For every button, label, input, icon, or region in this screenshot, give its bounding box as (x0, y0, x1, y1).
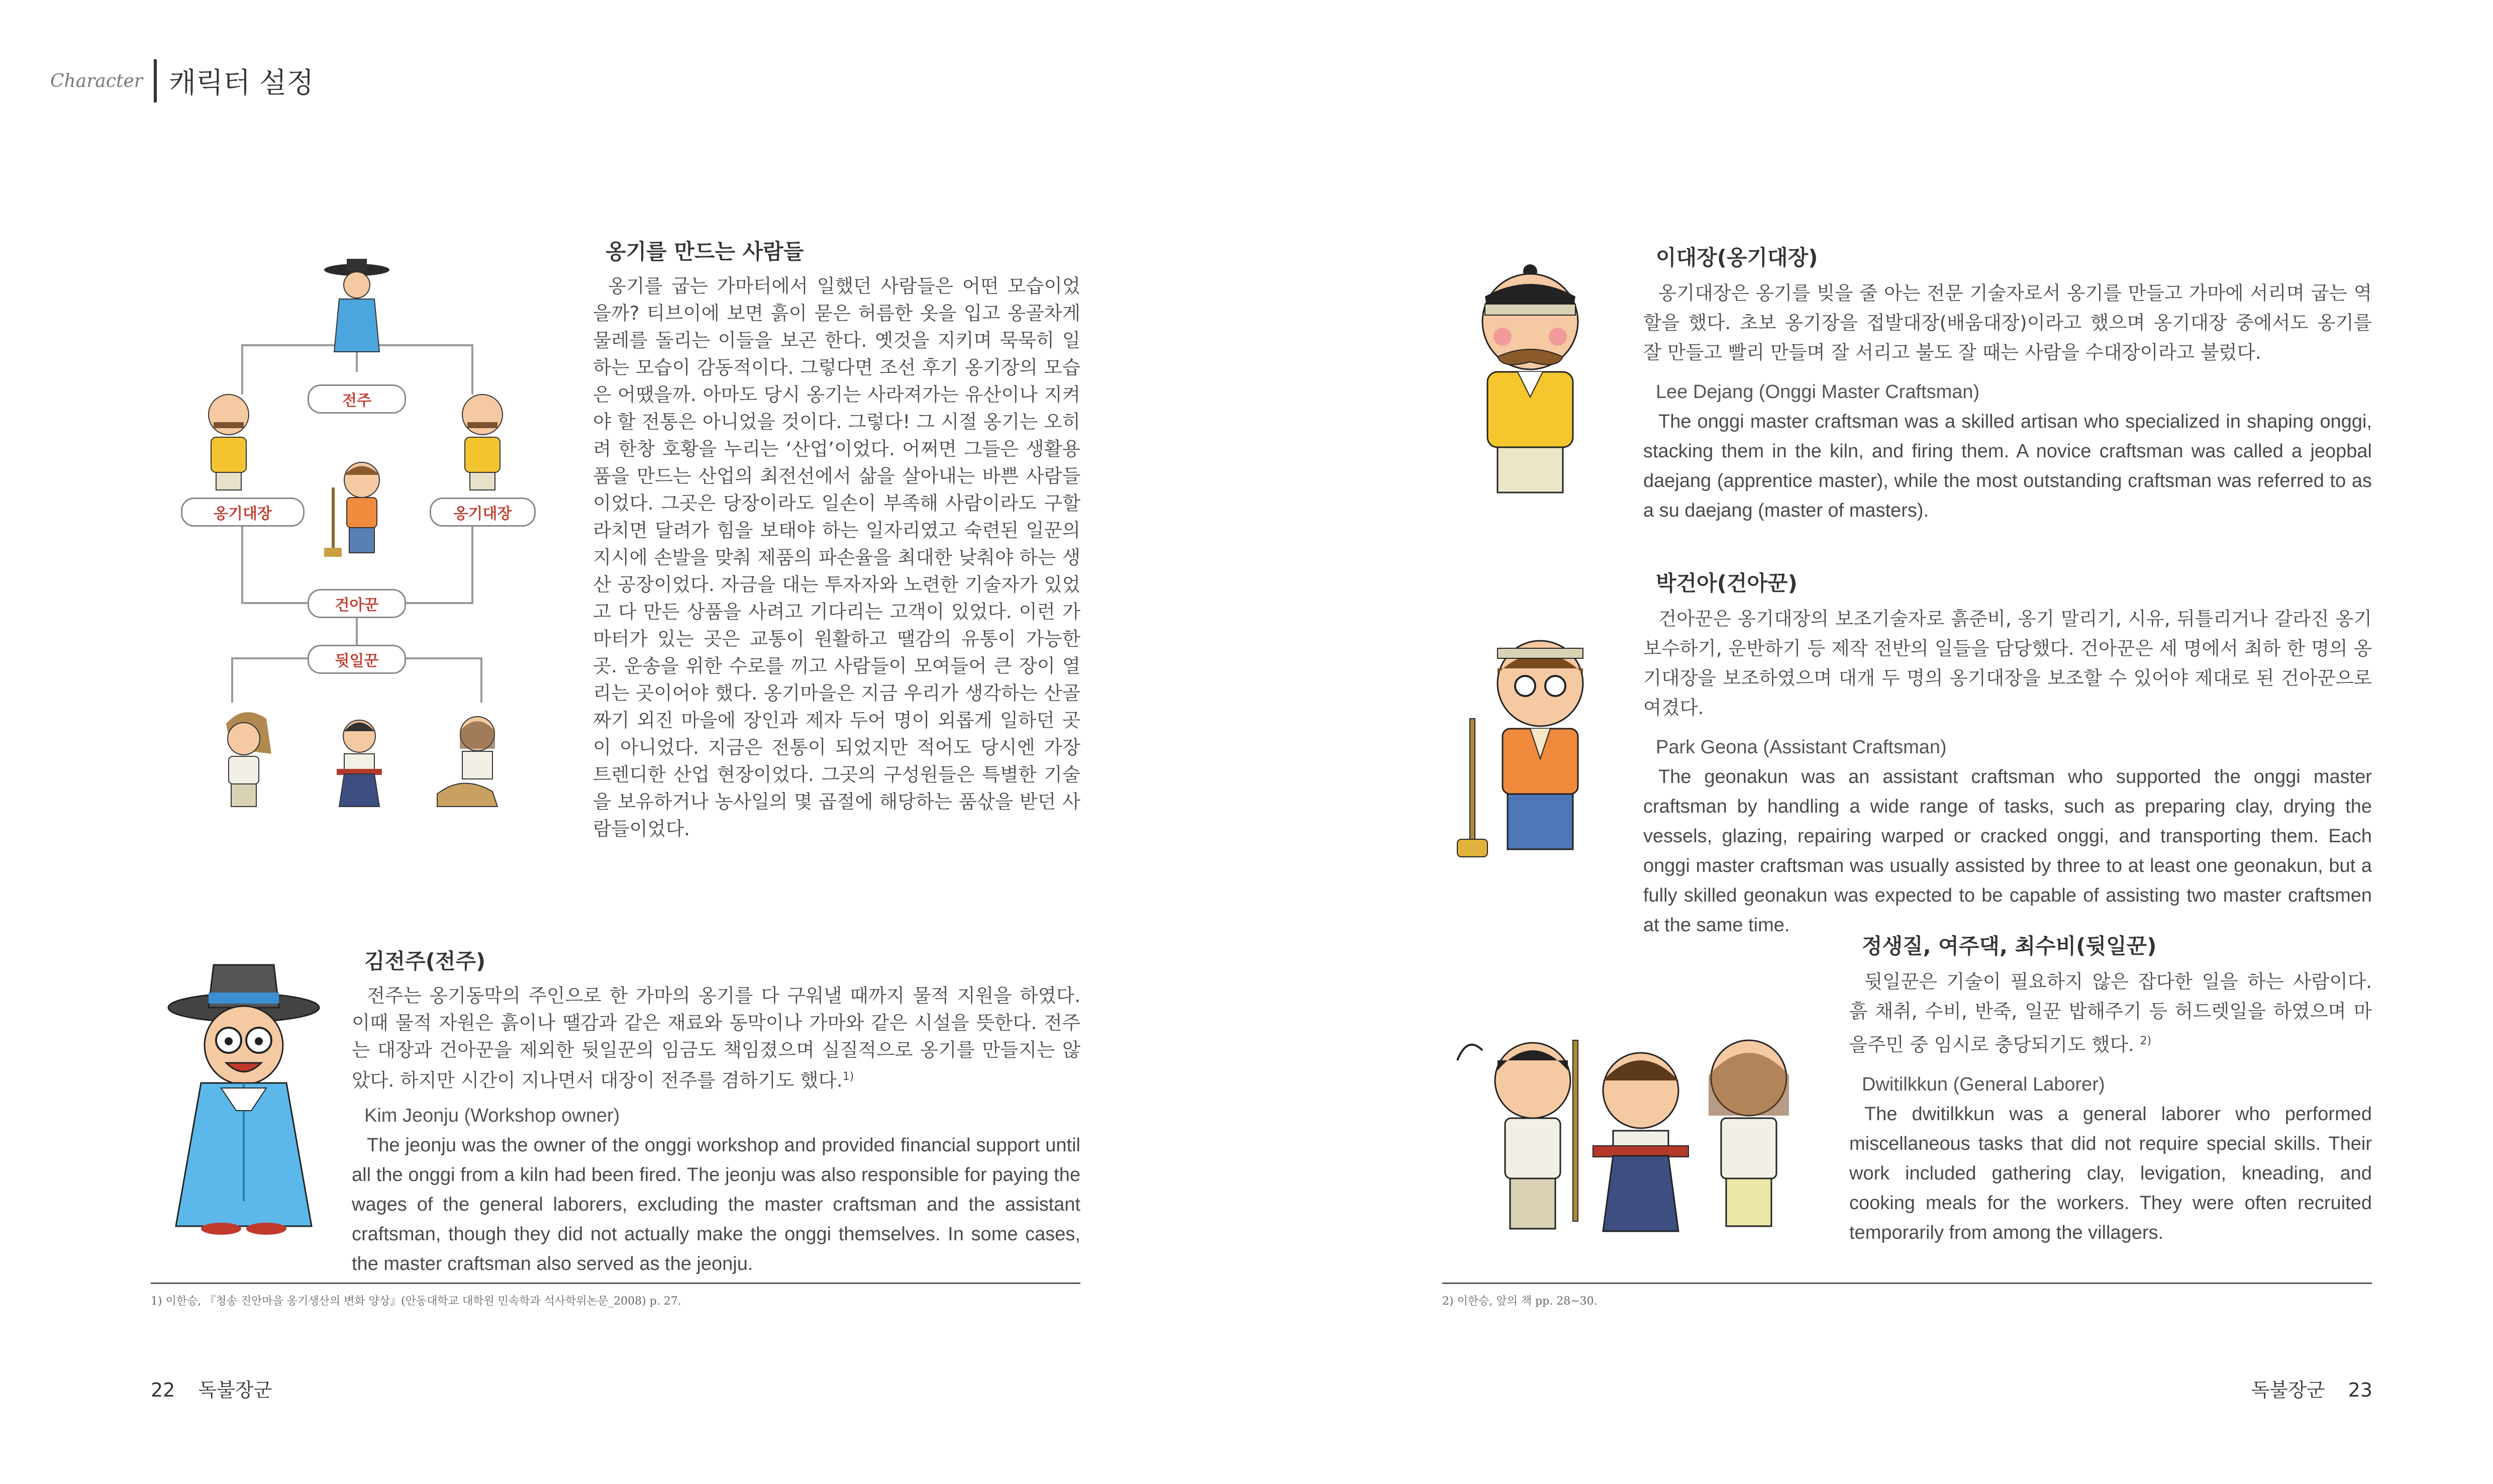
dwitilkkun-body: 뒷일꾼은 기술이 필요하지 않은 잡다한 일을 하는 사람이다. 흙 채취, 수비, 반죽, 일꾼 밥해주기 등 허드렛일을 하였으며 마을주민 중 임시로 충당되기도 했다. (1849, 970, 2372, 1056)
page-number-right: 23 (2348, 1379, 2372, 1401)
badge-geonakun: 건아꾼 (308, 589, 406, 618)
chart-line (480, 657, 482, 703)
dwitilkkun-illustration (1452, 1025, 1839, 1236)
badge-dwitilkkun: 뒷일꾼 (308, 645, 406, 674)
daejang-body: 옹기대장은 옹기를 빚을 줄 아는 전문 기술자로서 옹기를 만들고 가마에 서리며 굽는 역할을 했다. 초보 옹기장을 접발대장(배움대장)이라고 했으며 옹기대장 중에서도 옹기를 잘 만들고 빨리 만들며 잘 서리고 불도 잘 때는 사람을 수대장이라고 불렀다. (1643, 282, 2372, 363)
footnote-ref-2[interactable]: 2) (2140, 1035, 2152, 1047)
chart-line (241, 525, 243, 603)
folio-right (2251, 1374, 2372, 1402)
page-number-left: 22 (151, 1379, 175, 1401)
dwitilkkun-en-body: The dwitilkkun was a general laborer who performed miscellaneous tasks that did not require special skills. Their work included gathering clay, levigation, kneading, and cooking meals for the workers. They were often recruited temporarily from among the villagers. (1849, 1103, 2372, 1243)
daejang-en-body: The onggi master craftsman was a skilled artisan who specialized in shaping onggi, stacking them in the kiln, and firing them. A novice craftsman was called a jeopbal daejang (apprentice master), while the most outstanding craftsman was referred to as a su daejang (master of masters). (1643, 411, 2372, 521)
jeonju-section (352, 945, 1080, 1279)
jeonju-title: 김전주(전주) (364, 949, 486, 973)
footnote-rule-right (1442, 1282, 2372, 1284)
book-title-left: 독불장군 (198, 1379, 272, 1401)
geonakun-en-body: The geonakun was an assistant craftsman who supported the onggi master craftsman by handling a wide range of tasks, such as preparing clay, drying the vessels, glazing, repairing warped or cracked onggi, and transporting them. Each onggi master craftsman was usually assisted by three to at least one geonakun, but a fully skilled geonakun was expected to be capable of assisting two master craftsmen at the same time. (1643, 766, 2372, 936)
running-header (50, 59, 314, 103)
header-title: 캐릭터 설정 (169, 67, 314, 100)
geonakun-illustration (1452, 638, 1603, 859)
header-divider (154, 59, 157, 103)
jeonju-en-title: Kim Jeonju (Workshop owner) (364, 1105, 620, 1126)
laborer-figure-small-1 (206, 704, 281, 809)
jeonju-body-paragraph (352, 982, 1080, 1094)
daejang-figure-small-left (198, 387, 259, 492)
daejang-illustration (1467, 261, 1593, 498)
intro-body: 옹기를 굽는 가마터에서 일했던 사람들은 어떤 모습이었을까? 티브이에 보면 흙이 묻은 허름한 옷을 입고 옹골차게 물레를 돌리는 이들을 보곤 한다. 옛것을 지키며 묵묵히 일하는 모습이 감동적이다. 그렇다면 조선 후기 옹기장의 모습은 어땠을까. 아마도 당시 옹기는 사라져가는 유산이나 지켜야 할 전통은 아니었을 것이다. 그렇다! 그 시절 옹기는 오히려 한창 호황을 누리는 ‘산업’이었다. 어쩌면 그들은 생활용품을 만드는 산업의 최전선에서 삶을 살아내는 바쁜 사람들이었다. 그곳은 당장이라도 일손이 부족해 사람이라도 구할라치면 달려가 힘을 보태야 하는 일자리였고 숙련된 일꾼의 지시에 손발을 맞춰 제품의 파손율을 최대한 낮춰야 하는 생산 공장이었다. 자금을 대는 투자자와 노련한 기술자가 있었고 다 만든 상품을 사려고 기다리는 고객이 있었다. 이런 가마터가 있는 곳은 교통이 원활하고 땔감의 유통이 가능한 곳. 운송을 위한 수로를 끼고 사람들이 모여들어 큰 장이 열리는 곳이어야 했다. 옹기마을은 지금 우리가 생각하는 산골짜기 외진 마을에 장인과 제자 두어 명이 외롭게 일하던 곳이 아니었다. 지금은 전통이 되었지만 적어도 당시엔 가장 트렌디한 산업 현장이었다. 그곳의 구성원들은 특별한 기술을 보유하거나 농사일의 몇 곱절에 해당하는 품삯을 받던 사람들이었다. (593, 275, 1080, 840)
footnote-1: 1) 이한승, 『청송 진안마을 옹기생산의 변화 양상』(안동대학교 대학원 민속학과 석사학위논문_2008) p. 27. (151, 1295, 681, 1308)
header-label: Character (50, 70, 143, 91)
geonakun-en-title: Park Geona (Assistant Craftsman) (1656, 737, 1947, 758)
jeonju-body: 전주는 옹기동막의 주인으로 한 가마의 옹기를 다 구워낼 때까지 물적 지원을 하였다. 이때 물적 자원은 흙이나 땔감과 같은 재료와 동막이나 가마와 같은 시설을 뜻한다. 전주는 대장과 건아꾼을 제외한 뒷일꾼의 임금도 책임졌으며 실질적으로 옹기를 만들지는 않았다. 하지만 시간이 지나면서 대장이 전주를 겸하기도 했다. (352, 984, 1080, 1092)
daejang-en-title: Lee Dejang (Onggi Master Craftsman) (1656, 381, 1980, 403)
owner-figure-small (322, 259, 392, 354)
daejang-figure-small-right (452, 387, 513, 492)
dwitilkkun-section (1849, 930, 2372, 1248)
book-title-right: 독불장군 (2251, 1379, 2325, 1401)
footnote-2: 2) 이한승, 앞의 책 pp. 28~30. (1442, 1295, 1598, 1308)
jeonju-illustration (166, 960, 322, 1236)
badge-daejang-right: 옹기대장 (430, 498, 536, 527)
intro-section (593, 235, 1080, 842)
dwitilkkun-title: 정생질, 여주댁, 최수비(뒷일꾼) (1862, 934, 2157, 958)
footnote-rule-left (151, 1282, 1080, 1284)
chart-line (231, 657, 233, 703)
laborer-figure-small-2 (332, 714, 387, 809)
daejang-section (1643, 241, 2372, 526)
chart-line (471, 525, 473, 603)
laborer-figure-small-3 (432, 709, 513, 809)
dwitilkkun-body-paragraph (1849, 967, 2372, 1060)
dwitilkkun-en-title: Dwitilkkun (General Laborer) (1862, 1073, 2105, 1095)
badge-jeonju: 전주 (308, 384, 406, 414)
jeonju-en-body: The jeonju was the owner of the onggi workshop and provided financial support until all the onggi from a kiln had been fired. The jeonju was also responsible for paying the wages of the general laborers, excluding the master craftsman and the assistant craftsman, though they did not actually make the onggi themselves. In some cases, the master craftsman also served as the jeonju. (352, 1134, 1080, 1274)
badge-daejang-left: 옹기대장 (181, 498, 305, 527)
daejang-title: 이대장(옹기대장) (1656, 245, 1818, 270)
geonakun-body: 건아꾼은 옹기대장의 보조기술자로 흙준비, 옹기 말리기, 시유, 뒤틀리거나 갈라진 옹기 보수하기, 운반하기 등 제작 전반의 일들을 담당했다. 건아꾼은 세 명에서 최하 한 명의 옹기대장을 보조하였으며 대개 두 명의 옹기대장을 보조할 수 있어야 제대로 된 건아꾼으로 여겼다. (1643, 608, 2372, 719)
geonakun-section (1643, 567, 2372, 940)
geonakun-title: 박건아(건아꾼) (1656, 571, 1798, 596)
intro-title: 옹기를 만드는 사람들 (606, 239, 804, 264)
geonakun-figure-small (322, 457, 392, 558)
folio-left (151, 1374, 272, 1402)
org-chart (166, 251, 568, 834)
footnote-ref-1[interactable]: 1) (842, 1070, 854, 1083)
